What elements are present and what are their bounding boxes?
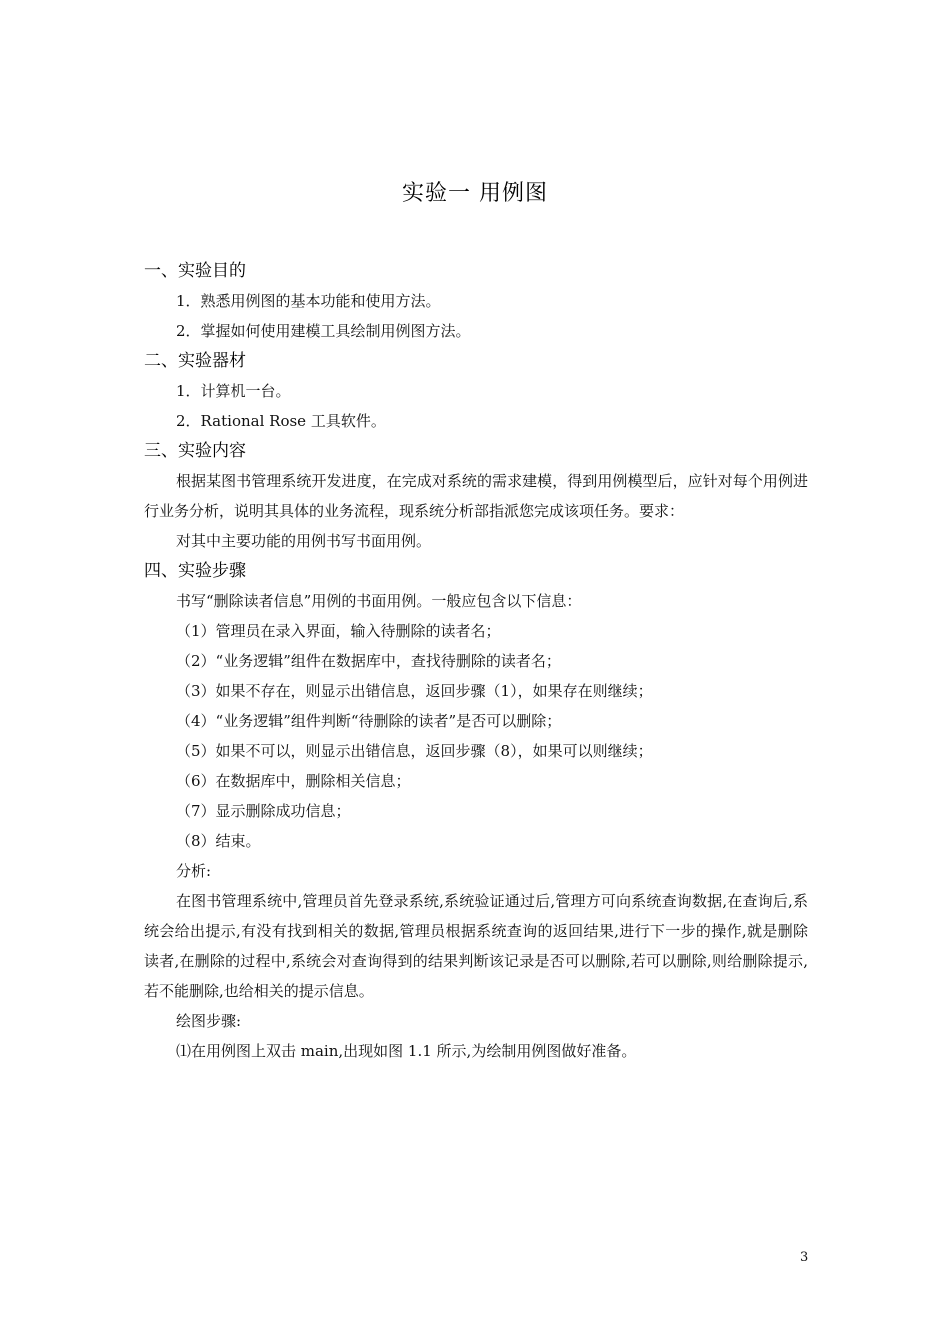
- step-item: （1）管理员在录入界面，输入待删除的读者名；: [176, 622, 501, 640]
- document-body: [144, 256, 808, 1066]
- step-item: （7）显示删除成功信息；: [176, 802, 351, 820]
- drawing-step-item: ⑴在用例图上双击 main,出现如图 1.1 所示,为绘制用例图做好准备。: [176, 1042, 637, 1060]
- steps-intro: 书写“删除读者信息”用例的书面用例。一般应包含以下信息：: [176, 592, 582, 610]
- page-number: 3: [800, 1250, 809, 1265]
- step-item: （4）“业务逻辑”组件判断“待删除的读者”是否可以删除；: [176, 712, 562, 730]
- page-title: 实验一 用例图: [402, 181, 548, 206]
- section-heading-equipment: 二、实验器材: [144, 351, 246, 371]
- purpose-item: 2．掌握如何使用建模工具绘制用例图方法。: [176, 322, 471, 340]
- drawing-steps-label: 绘图步骤:: [176, 1012, 242, 1030]
- equipment-item: 1．计算机一台。: [176, 382, 291, 400]
- content-requirement: 对其中主要功能的用例书写书面用例。: [176, 532, 432, 550]
- content-paragraph: 根据某图书管理系统开发进度，在完成对系统的需求建模，得到用例模型后，应针对每个用例进行业务分析，说明其具体的业务流程，现系统分析部指派您完成该项任务。要求：: [144, 472, 808, 520]
- section-heading-steps: 四、实验步骤: [144, 561, 246, 581]
- section-heading-content: 三、实验内容: [144, 441, 246, 461]
- section-heading-purpose: 一、实验目的: [144, 261, 246, 281]
- step-item: （2）“业务逻辑”组件在数据库中，查找待删除的读者名；: [176, 652, 561, 670]
- step-item: （3）如果不存在，则显示出错信息，返回步骤（1），如果存在则继续；: [176, 682, 653, 700]
- analysis-label: 分析:: [176, 862, 212, 880]
- purpose-item: 1．熟悉用例图的基本功能和使用方法。: [176, 292, 441, 310]
- step-item: （8）结束。: [176, 832, 261, 850]
- step-item: （6）在数据库中，删除相关信息；: [176, 772, 411, 790]
- step-item: （5）如果不可以，则显示出错信息，返回步骤（8），如果可以则继续；: [176, 742, 653, 760]
- analysis-paragraph: 在图书管理系统中,管理员首先登录系统,系统验证通过后,管理方可向系统查询数据,在查询后,系统会给出提示,有没有找到相关的数据,管理员根据系统查询的返回结果,进行下一步的操作,就是删除读者,在删除的过程中,系统会对查询得到的结果判断该记录是否可以删除,若可以删除,则给删除提示,若不能删除,也给相关的提示信息。: [144, 892, 808, 1000]
- equipment-item: 2．Rational Rose 工具软件。: [176, 412, 386, 430]
